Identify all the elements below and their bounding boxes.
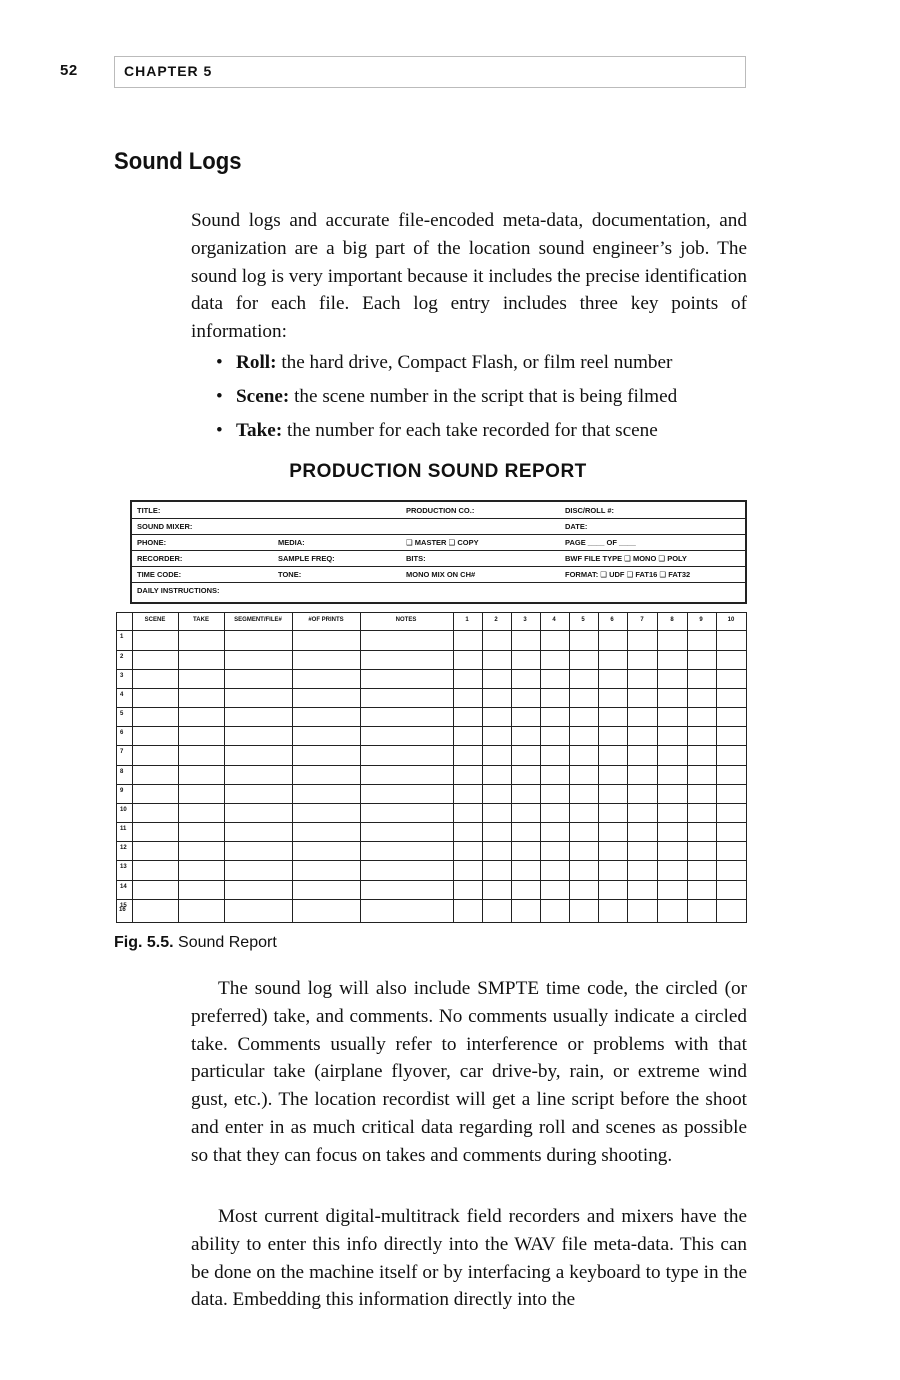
row-number: 11 bbox=[120, 826, 127, 832]
row-number: 6 bbox=[120, 730, 124, 736]
row-number: 7 bbox=[120, 749, 124, 755]
grid-row-line bbox=[117, 726, 746, 727]
report-header-form bbox=[130, 500, 747, 604]
form-row bbox=[132, 518, 745, 535]
field-sound-mixer: SOUND MIXER: bbox=[137, 522, 193, 531]
field-production-co: PRODUCTION CO.: bbox=[406, 506, 475, 515]
body-paragraph: Most current digital-multitrack field recorders and mixers have the ability to enter this info directly into the WAV file meta-data. This can be done on the machine itself or by interfacing a keyboard to type in the data. Embedding this information directly into the bbox=[191, 1206, 747, 1311]
bullet-term: Scene: bbox=[236, 386, 290, 407]
column-header: SCENE bbox=[144, 617, 166, 623]
field-page: PAGE ____ OF ____ bbox=[565, 538, 636, 547]
grid-column-line bbox=[224, 613, 225, 922]
row-number: 14 bbox=[120, 884, 127, 890]
body-paragraph: The sound log will also include SMPTE time code, the circled (or preferred) take, and comments. No comments usually indicate a circled take. Comments usually refer to interference or problems with that particular take (airplane flyover, car drive-by, rain, or extreme wind gust, etc.). The location recordist will get a line script before the shoot and enter in as much critical data regarding roll and scenes as possible so that they can focus on takes and comments during shooting. bbox=[191, 978, 747, 1166]
grid-row-line bbox=[117, 688, 746, 689]
row-number: 10 bbox=[120, 807, 127, 813]
chapter-label: CHAPTER 5 bbox=[124, 63, 213, 79]
row-number: 3 bbox=[120, 673, 124, 679]
bullet-take bbox=[214, 420, 754, 454]
form-row bbox=[132, 566, 745, 583]
grid-row-line bbox=[117, 784, 746, 785]
grid-row-line bbox=[117, 860, 746, 861]
grid-row-line bbox=[117, 841, 746, 842]
field-phone: PHONE: bbox=[137, 538, 167, 547]
grid-row-line bbox=[117, 650, 746, 651]
grid-row-line bbox=[117, 880, 746, 881]
running-header bbox=[114, 56, 746, 88]
bullet-scene bbox=[214, 386, 754, 420]
field-mono-mix: MONO MIX ON CH# bbox=[406, 570, 476, 579]
field-tone: TONE: bbox=[278, 570, 302, 579]
row-number: 13 bbox=[120, 864, 127, 870]
row-number: 5 bbox=[120, 711, 124, 717]
column-header: 7 bbox=[640, 617, 644, 623]
column-header: 8 bbox=[670, 617, 674, 623]
column-header: 4 bbox=[552, 617, 556, 623]
row-number: 12 bbox=[120, 845, 127, 851]
grid-column-line bbox=[716, 613, 717, 922]
key-points-list bbox=[214, 352, 754, 454]
row-number: 1 bbox=[120, 634, 124, 640]
grid-column-line bbox=[360, 613, 361, 922]
field-date: DATE: bbox=[565, 522, 588, 531]
column-header: 9 bbox=[699, 617, 703, 623]
report-log-grid bbox=[116, 612, 747, 923]
column-header: SEGMENT/FILE# bbox=[234, 617, 282, 623]
grid-row-line bbox=[117, 803, 746, 804]
field-master-copy: ❑ MASTER ❑ COPY bbox=[406, 538, 479, 547]
row-number: 15 bbox=[120, 903, 127, 909]
column-header: 2 bbox=[494, 617, 498, 623]
grid-column-line bbox=[627, 613, 628, 922]
column-header: 3 bbox=[523, 617, 527, 623]
grid-column-line bbox=[657, 613, 658, 922]
grid-row-line bbox=[117, 765, 746, 766]
grid-column-line bbox=[482, 613, 483, 922]
bullet-text: the number for each take recorded for that scene bbox=[282, 420, 658, 441]
page-number: 52 bbox=[60, 62, 78, 79]
field-bits: BITS: bbox=[406, 554, 426, 563]
column-header: NOTES bbox=[395, 617, 417, 623]
grid-column-line bbox=[540, 613, 541, 922]
grid-row-line bbox=[117, 822, 746, 823]
grid-row-line bbox=[117, 630, 746, 631]
row-number: 9 bbox=[120, 788, 124, 794]
form-row bbox=[132, 550, 745, 567]
field-recorder: RECORDER: bbox=[137, 554, 183, 563]
bullet-text: the scene number in the script that is being filmed bbox=[289, 386, 678, 407]
bullet-text: the hard drive, Compact Flash, or film reel number bbox=[276, 352, 673, 373]
grid-column-line bbox=[598, 613, 599, 922]
grid-column-line bbox=[292, 613, 293, 922]
field-daily-instructions: DAILY INSTRUCTIONS: bbox=[137, 586, 220, 595]
bullet-term: Roll: bbox=[236, 352, 277, 373]
grid-row-line bbox=[117, 669, 746, 670]
grid-column-line bbox=[453, 613, 454, 922]
row-number: 4 bbox=[120, 692, 124, 698]
row-number: 16 bbox=[119, 907, 126, 913]
column-header: #OF PRINTS bbox=[308, 617, 344, 623]
field-bwf-file-type: BWF FILE TYPE ❑ MONO ❑ POLY bbox=[565, 554, 687, 563]
column-header: 6 bbox=[610, 617, 614, 623]
row-number: 2 bbox=[120, 654, 124, 660]
bullet-term: Take: bbox=[236, 420, 283, 441]
grid-row-line bbox=[117, 707, 746, 708]
grid-column-line bbox=[569, 613, 570, 922]
bullet-roll bbox=[214, 352, 754, 386]
column-header: 10 bbox=[727, 617, 735, 623]
grid-column-line bbox=[687, 613, 688, 922]
form-row bbox=[132, 502, 745, 519]
grid-column-line bbox=[511, 613, 512, 922]
figure-caption bbox=[114, 934, 277, 952]
figure-caption-text: Sound Report bbox=[173, 934, 277, 951]
column-header: 1 bbox=[465, 617, 469, 623]
figure-label: Fig. 5.5. bbox=[114, 934, 174, 951]
form-row bbox=[132, 582, 745, 598]
field-time-code: TIME CODE: bbox=[137, 570, 182, 579]
field-sample-freq: SAMPLE FREQ: bbox=[278, 554, 335, 563]
row-number: 8 bbox=[120, 769, 124, 775]
column-header: 5 bbox=[581, 617, 585, 623]
column-header: TAKE bbox=[193, 617, 209, 623]
grid-column-line bbox=[132, 613, 133, 922]
field-media: MEDIA: bbox=[278, 538, 305, 547]
report-title: PRODUCTION SOUND REPORT bbox=[289, 461, 587, 482]
field-title: TITLE: bbox=[137, 506, 161, 515]
form-row bbox=[132, 534, 745, 551]
field-disc-roll: DISC/ROLL #: bbox=[565, 506, 615, 515]
field-format: FORMAT: ❑ UDF ❑ FAT16 ❑ FAT32 bbox=[565, 570, 691, 579]
grid-row-line bbox=[117, 745, 746, 746]
grid-row-line bbox=[117, 899, 746, 900]
section-title: Sound Logs bbox=[114, 148, 242, 175]
intro-paragraph: Sound logs and accurate file-encoded meta-data, documentation, and organization are a big part of the location sound engineer’s job. The sound log is very important because it includes the precise identification data for each file. Each log entry includes three key points of information: bbox=[191, 210, 747, 343]
grid-column-line bbox=[178, 613, 179, 922]
